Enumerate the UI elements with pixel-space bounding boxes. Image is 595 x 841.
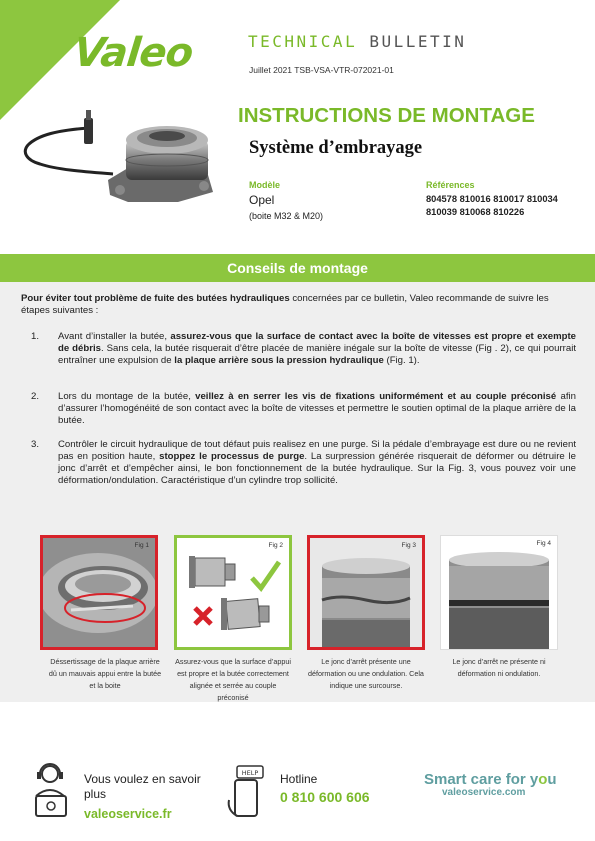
- section-title: Conseils de montage: [227, 260, 368, 276]
- intro-bold: Pour éviter tout problème de fuite des butées hydrauliques: [21, 293, 290, 304]
- figure-label: Fig 4: [536, 540, 551, 547]
- figure-3: [307, 535, 425, 650]
- step-text: . Sans cela, la butée risquerait d’être placée de manière inégale sur la boîte de vitesse (Fig . 2), ce qui pourrait entraîner une expulsion de: [58, 343, 576, 366]
- slogan-text: u: [547, 771, 557, 788]
- footer-question: Vous voulez en savoir plus: [84, 772, 201, 801]
- model-name: Opel: [249, 193, 275, 207]
- figure-label: Fig 1: [134, 542, 149, 549]
- hotline-label: Hotline: [280, 772, 318, 786]
- step-3: [31, 439, 576, 487]
- section-band: [0, 254, 595, 282]
- fig2-diagram: [177, 538, 289, 647]
- smart-care-slogan: [424, 771, 557, 788]
- hotline-number[interactable]: 0 810 600 606: [280, 789, 370, 805]
- step-bold: veillez à en serrer les vis de fixations uniformément et au couple préconisé: [195, 391, 557, 402]
- step-2: [31, 391, 576, 427]
- clutch-bearing-image: [18, 100, 228, 215]
- bulletin-word-bulletin: BULLETIN: [369, 32, 467, 51]
- step-bold: stoppez le processus de purge: [159, 451, 305, 462]
- support-agent-icon: [32, 760, 72, 820]
- help-phone-icon: [225, 764, 270, 820]
- figure-4: [440, 535, 558, 650]
- bulletin-word-technical: TECHNICAL: [248, 32, 358, 51]
- step-number: 2.: [31, 391, 40, 402]
- figure-1-caption: Déssertissage de la plaque arrière dû un mauvais appui entre la butée et la boite: [48, 657, 162, 690]
- figure-label: Fig 2: [268, 542, 283, 549]
- help-text: HELP: [241, 769, 259, 777]
- intro-paragraph: [21, 293, 576, 317]
- slogan-accent: o: [538, 771, 548, 788]
- valeoservice-com-link[interactable]: valeoservice.com: [442, 787, 526, 798]
- reference-numbers: 804578 810016 810017 810034 810039 810068 810226: [426, 194, 558, 217]
- step-number: 1.: [31, 331, 40, 342]
- intro-text: concernées par ce bulletin, Valeo recommande de suivre les étapes suivantes :: [21, 293, 549, 316]
- step-number: 3.: [31, 439, 40, 450]
- valeoservice-fr-link[interactable]: valeoservice.fr: [84, 807, 172, 821]
- figure-3-caption: Le jonc d’arrêt présente une déformation ou une ondulation. Cela indique une surcourse.: [308, 657, 424, 690]
- step-text: Contrôler le circuit hydraulique de tout défaut puis realisez en une purge. Si la pédale d’embrayage est dure ou ne revient pas en position haute,: [58, 439, 576, 462]
- step-text: Lors du montage de la butée,: [58, 391, 196, 402]
- step-1: [31, 331, 576, 367]
- figure-4-caption: Le jonc d’arrêt ne présente ni déformation ni ondulation.: [452, 657, 546, 678]
- slogan-text: Smart care for y: [424, 771, 539, 788]
- step-text: . La surpression générée risquerait de déformer ou détruire le jonc d’arrêt et d’empêcher ainsi, le bon fonctionnement de la butée hydraulique. Sur la Fig. 3, vous pouvez voir une déformation/ondulation. Caractéristique d’un cylindre trop sollicité.: [58, 451, 576, 486]
- page-subtitle: Système d’embrayage: [249, 138, 423, 158]
- bulletin-date-reference: Juillet 2021 TSB-VSA-VTR-072021-01: [249, 65, 394, 75]
- fig4-photo: [441, 536, 557, 649]
- step-text: (Fig. 1).: [383, 355, 420, 366]
- step-bold: assurez-vous que la surface de contact avec la boîte de vitesses est propre et exempte de débris: [58, 331, 576, 354]
- step-text: afin d’assurer l’homogénéité de son contact avec la boîte de vitesses et permettre le soutien optimal de la plaque arrière de la butée.: [58, 391, 576, 426]
- figure-2-caption: Assurez-vous que la surface d’appui est propre et la butée correctement alignée et serrée au couple préconisé: [175, 657, 291, 702]
- model-note: (boite M32 & M20): [249, 211, 324, 221]
- step-bold: la plaque arrière sous la pression hydraulique: [174, 355, 384, 366]
- step-text: Avant d’installer la butée,: [58, 331, 171, 342]
- technical-bulletin-title: [248, 32, 466, 51]
- page-title: INSTRUCTIONS DE MONTAGE: [238, 104, 535, 127]
- valeo-logo: Valeo: [71, 30, 195, 76]
- figure-2: [174, 535, 292, 650]
- model-label: Modèle: [249, 180, 281, 190]
- figure-label: Fig 3: [401, 542, 416, 549]
- fig3-photo: [310, 538, 422, 647]
- references-label: Références: [426, 180, 475, 190]
- fig1-photo: [43, 538, 155, 647]
- figure-1: [40, 535, 158, 650]
